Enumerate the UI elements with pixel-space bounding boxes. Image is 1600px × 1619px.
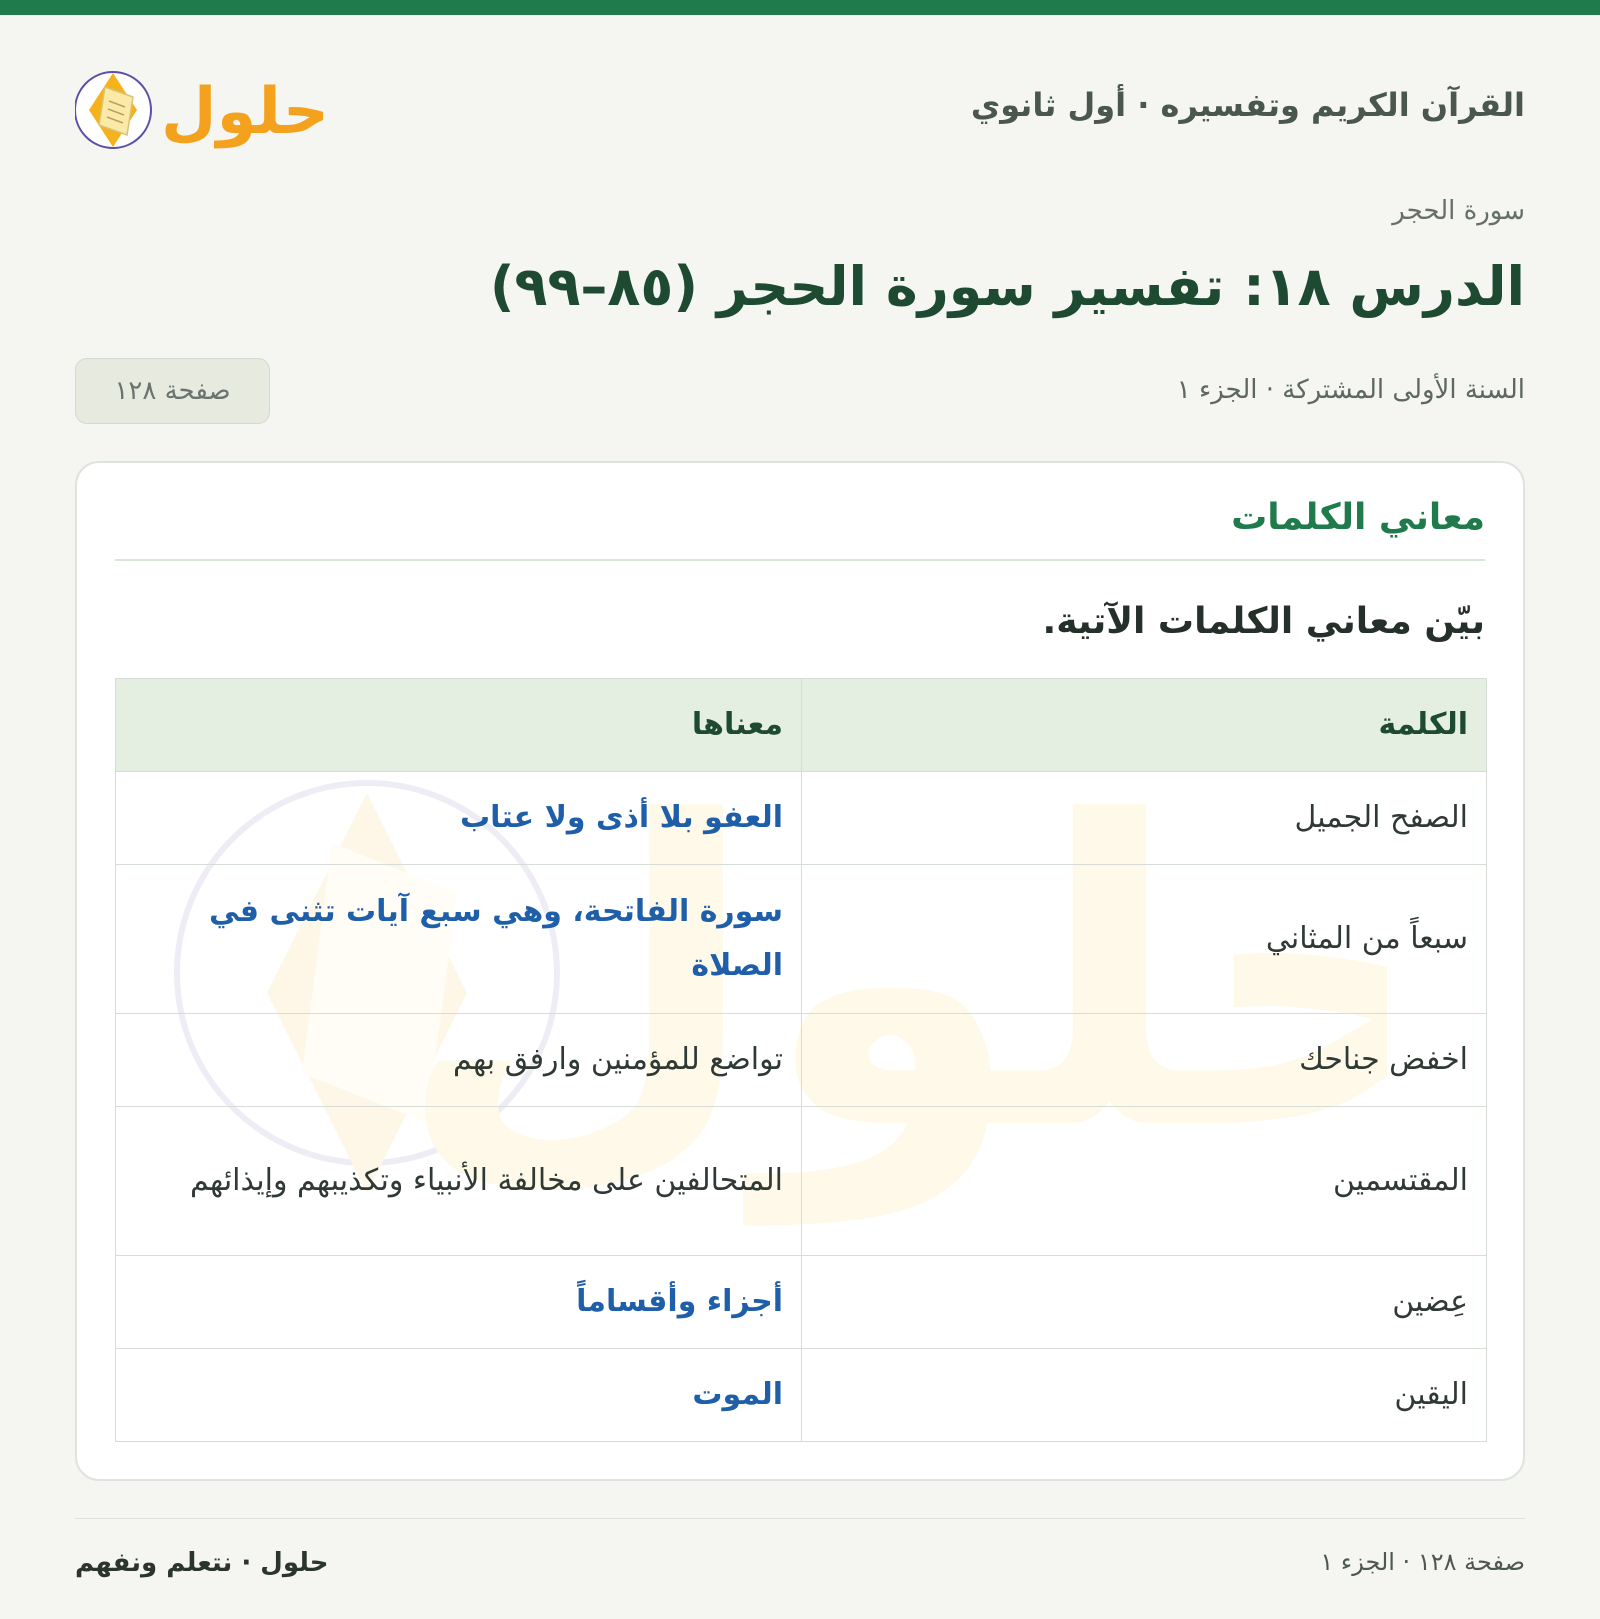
- section-divider: [115, 559, 1485, 561]
- word-cell: المقتسمين: [802, 1107, 1487, 1256]
- question-text: بيّن معاني الكلمات الآتية.: [1042, 601, 1485, 642]
- meaning-cell: العفو بلا أذى ولا عتاب: [116, 772, 802, 865]
- meaning-cell: تواضع للمؤمنين وارفق بهم: [116, 1014, 802, 1107]
- course-title: القرآن الكريم وتفسيره · أول ثانوي: [970, 86, 1525, 124]
- table-header-row: [116, 679, 1487, 772]
- hulul-logo[interactable]: [75, 55, 335, 155]
- word-cell: اليقين: [802, 1349, 1487, 1442]
- section-title: معاني الكلمات: [1231, 497, 1485, 538]
- table-row: [116, 865, 1487, 1014]
- lesson-meta: السنة الأولى المشتركة · الجزء ١: [1176, 375, 1525, 405]
- word-cell: اخفض جناحك: [802, 1014, 1487, 1107]
- meaning-cell: المتحالفين على مخالفة الأنبياء وتكذيبهم وإيذائهم: [116, 1107, 802, 1256]
- table-row: [116, 1349, 1487, 1442]
- footer-brand: حلول · نتعلم ونفهم: [75, 1548, 329, 1578]
- surah-label: سورة الحجر: [1392, 196, 1525, 226]
- logo-wordmark: حلول: [161, 75, 329, 149]
- vocabulary-table: [115, 678, 1487, 1442]
- word-cell: عِضين: [802, 1256, 1487, 1349]
- meaning-cell: أجزاء وأقساماً: [116, 1256, 802, 1349]
- table-row: [116, 772, 1487, 865]
- table-row: [116, 1014, 1487, 1107]
- word-cell: سبعاً من المثاني: [802, 865, 1487, 1014]
- meaning-cell: الموت: [116, 1349, 802, 1442]
- page-number-badge: صفحة ١٢٨: [75, 358, 270, 424]
- vocabulary-card: [75, 461, 1525, 1481]
- footer-divider: [75, 1518, 1525, 1519]
- footer-page-info: صفحة ١٢٨ · الجزء ١: [1320, 1548, 1525, 1576]
- header-word: الكلمة: [802, 679, 1487, 772]
- lesson-title: الدرس ١٨: تفسير سورة الحجر (٨٥–٩٩): [489, 255, 1525, 318]
- table-row: [116, 1256, 1487, 1349]
- meaning-cell: سورة الفاتحة، وهي سبع آيات تثنى في الصلاة: [116, 865, 802, 1014]
- top-accent-bar: [0, 0, 1600, 15]
- word-cell: الصفح الجميل: [802, 772, 1487, 865]
- header-meaning: معناها: [116, 679, 802, 772]
- table-row: [116, 1107, 1487, 1256]
- page-header: [75, 50, 1525, 160]
